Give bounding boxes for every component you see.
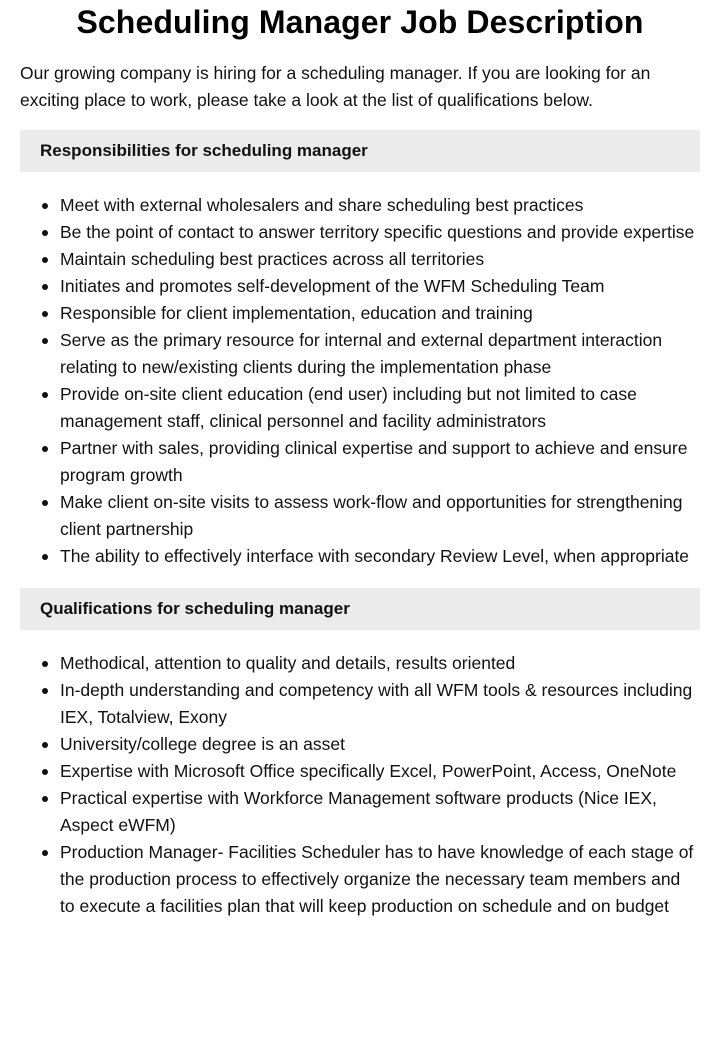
list-item: Make client on-site visits to assess work-flow and opportunities for strengthening client partnership: [60, 489, 700, 543]
list-item: Maintain scheduling best practices across all territories: [60, 246, 700, 273]
list-item: Serve as the primary resource for internal and external department interaction relating to new/existing clients during the implementation phase: [60, 327, 700, 381]
list-item: In-depth understanding and competency with all WFM tools & resources including IEX, Totalview, Exony: [60, 677, 700, 731]
list-item: Provide on-site client education (end user) including but not limited to case management staff, clinical personnel and facility administrators: [60, 381, 700, 435]
list-item: Methodical, attention to quality and details, results oriented: [60, 650, 700, 677]
list-item: Practical expertise with Workforce Management software products (Nice IEX, Aspect eWFM): [60, 785, 700, 839]
list-item: Responsible for client implementation, education and training: [60, 300, 700, 327]
list-item: Production Manager- Facilities Scheduler has to have knowledge of each stage of the production process to effectively organize the necessary team members and to execute a facilities plan that will keep production on schedule and on budget: [60, 839, 700, 920]
page-title: Scheduling Manager Job Description: [76, 4, 644, 40]
list-item: The ability to effectively interface with secondary Review Level, when appropriate: [60, 543, 700, 570]
list-item: Partner with sales, providing clinical expertise and support to achieve and ensure program growth: [60, 435, 700, 489]
list-item: University/college degree is an asset: [60, 731, 700, 758]
list-item: Expertise with Microsoft Office specifically Excel, PowerPoint, Access, OneNote: [60, 758, 700, 785]
qualifications-list: [20, 650, 700, 920]
responsibilities-list: [20, 192, 700, 570]
list-item: Be the point of contact to answer territory specific questions and provide expertise: [60, 219, 700, 246]
list-item: Initiates and promotes self-development of the WFM Scheduling Team: [60, 273, 700, 300]
qualifications-heading: Qualifications for scheduling manager: [20, 588, 700, 630]
responsibilities-heading: Responsibilities for scheduling manager: [20, 130, 700, 172]
list-item: Meet with external wholesalers and share scheduling best practices: [60, 192, 700, 219]
intro-paragraph: Our growing company is hiring for a scheduling manager. If you are looking for an exciting place to work, please take a look at the list of qualifications below.: [20, 63, 651, 110]
